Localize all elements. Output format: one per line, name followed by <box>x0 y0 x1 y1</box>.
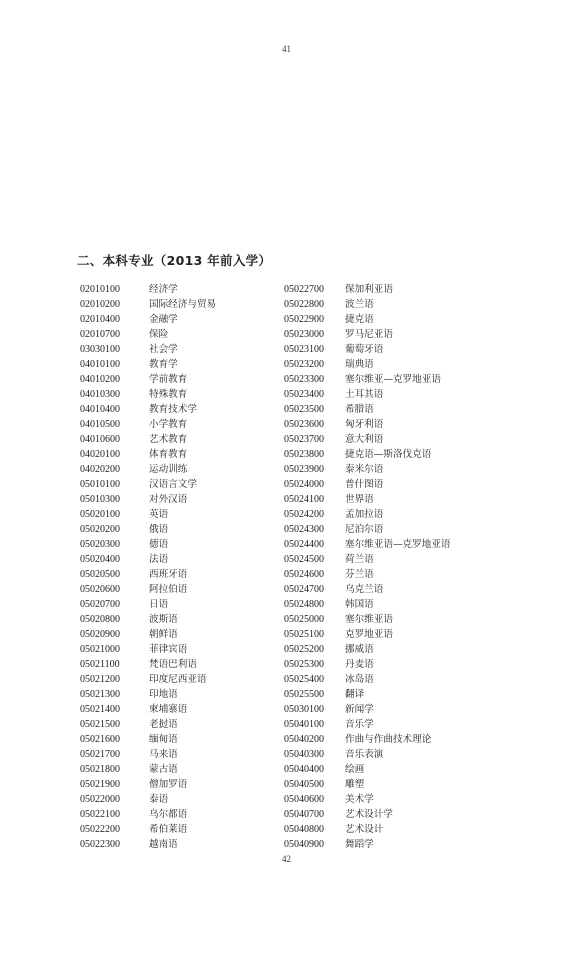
major-code: 05024500 <box>284 554 324 565</box>
major-code: 05023700 <box>284 434 324 445</box>
major-code: 05021300 <box>80 689 120 700</box>
major-name: 英语 <box>149 509 169 520</box>
major-code: 05023500 <box>284 404 324 415</box>
major-name: 意大利语 <box>345 434 384 445</box>
major-code: 05023200 <box>284 359 324 370</box>
major-name: 法语 <box>149 554 169 565</box>
major-code: 05025200 <box>284 644 324 655</box>
major-code: 05010100 <box>80 479 120 490</box>
major-code: 05022100 <box>80 809 120 820</box>
major-code: 05020200 <box>80 524 120 535</box>
major-code: 05024300 <box>284 524 324 535</box>
major-name: 蒙古语 <box>149 764 178 775</box>
major-code: 05022800 <box>284 299 324 310</box>
major-name: 乌尔都语 <box>149 809 188 820</box>
major-code: 05040300 <box>284 749 324 760</box>
major-name: 塞尔维亚语—克罗地亚语 <box>345 539 451 550</box>
major-name: 绘画 <box>345 764 365 775</box>
major-code: 05040800 <box>284 824 324 835</box>
major-name: 音乐学 <box>345 719 374 730</box>
major-code: 05023600 <box>284 419 324 430</box>
major-code: 05024100 <box>284 494 324 505</box>
major-name: 雕塑 <box>345 779 365 790</box>
major-code: 05022900 <box>284 314 324 325</box>
major-name: 音乐表演 <box>345 749 384 760</box>
major-name: 波兰语 <box>345 299 374 310</box>
major-code: 05024600 <box>284 569 324 580</box>
major-name: 社会学 <box>149 344 178 355</box>
major-code: 05021200 <box>80 674 120 685</box>
major-name: 特殊教育 <box>149 389 188 400</box>
major-code: 04010200 <box>80 374 120 385</box>
major-code: 05024800 <box>284 599 324 610</box>
major-name: 泰米尔语 <box>345 464 384 475</box>
major-name: 匈牙利语 <box>345 419 384 430</box>
major-name: 日语 <box>149 599 169 610</box>
major-code: 05021400 <box>80 704 120 715</box>
major-code: 05040100 <box>284 719 324 730</box>
major-name: 孟加拉语 <box>345 509 384 520</box>
major-code: 04020200 <box>80 464 120 475</box>
major-code: 04010300 <box>80 389 120 400</box>
major-code: 05021000 <box>80 644 120 655</box>
major-name: 韩国语 <box>345 599 374 610</box>
major-name: 教育技术学 <box>149 404 197 415</box>
major-name: 克罗地亚语 <box>345 629 393 640</box>
major-name: 美术学 <box>345 794 374 805</box>
major-name: 希腊语 <box>345 404 374 415</box>
major-code: 05023000 <box>284 329 324 340</box>
major-code: 02010700 <box>80 329 120 340</box>
major-name: 梵语巴利语 <box>149 659 197 670</box>
major-code: 05025000 <box>284 614 324 625</box>
major-name: 保险 <box>149 329 169 340</box>
major-name: 丹麦语 <box>345 659 374 670</box>
major-name: 越南语 <box>149 839 178 850</box>
major-code: 05010300 <box>80 494 120 505</box>
major-name: 乌克兰语 <box>345 584 384 595</box>
major-code: 05023300 <box>284 374 324 385</box>
major-name: 经济学 <box>149 284 178 295</box>
major-code: 04010600 <box>80 434 120 445</box>
major-name: 塞尔维亚—克罗地亚语 <box>345 374 441 385</box>
major-code: 05023900 <box>284 464 324 475</box>
major-name: 冰岛语 <box>345 674 374 685</box>
major-code: 05021500 <box>80 719 120 730</box>
major-name: 芬兰语 <box>345 569 374 580</box>
major-code: 05020600 <box>80 584 120 595</box>
major-code: 05024200 <box>284 509 324 520</box>
major-code: 05040400 <box>284 764 324 775</box>
major-code: 05025100 <box>284 629 324 640</box>
major-code: 05020800 <box>80 614 120 625</box>
major-name: 新闻学 <box>345 704 374 715</box>
major-name: 舞蹈学 <box>345 839 374 850</box>
major-code: 05023400 <box>284 389 324 400</box>
major-code: 05020300 <box>80 539 120 550</box>
major-code: 03030100 <box>80 344 120 355</box>
major-name: 保加利亚语 <box>345 284 393 295</box>
major-code: 05040500 <box>284 779 324 790</box>
major-name: 印地语 <box>149 689 178 700</box>
major-code: 05021100 <box>80 659 120 670</box>
major-name: 艺术教育 <box>149 434 188 445</box>
major-name: 西班牙语 <box>149 569 188 580</box>
major-code: 04010100 <box>80 359 120 370</box>
major-name: 瑞典语 <box>345 359 374 370</box>
major-code: 05022000 <box>80 794 120 805</box>
major-name: 荷兰语 <box>345 554 374 565</box>
major-name: 德语 <box>149 539 169 550</box>
major-code: 05020500 <box>80 569 120 580</box>
major-code: 05040700 <box>284 809 324 820</box>
major-name: 汉语言文学 <box>149 479 197 490</box>
major-code: 05020900 <box>80 629 120 640</box>
major-name: 希伯莱语 <box>149 824 188 835</box>
major-name: 印度尼西亚语 <box>149 674 207 685</box>
major-name: 作曲与作曲技术理论 <box>345 734 432 745</box>
major-name: 朝鲜语 <box>149 629 178 640</box>
major-code: 05021900 <box>80 779 120 790</box>
major-name: 塞尔维亚语 <box>345 614 393 625</box>
major-code: 02010200 <box>80 299 120 310</box>
major-code: 05024000 <box>284 479 324 490</box>
major-code: 05025500 <box>284 689 324 700</box>
major-name: 普什图语 <box>345 479 384 490</box>
major-name: 缅甸语 <box>149 734 178 745</box>
page-number-top: 41 <box>282 44 291 54</box>
major-name: 马来语 <box>149 749 178 760</box>
major-name: 艺术设计 <box>345 824 384 835</box>
major-code: 05020700 <box>80 599 120 610</box>
major-name: 阿拉伯语 <box>149 584 188 595</box>
major-code: 05021600 <box>80 734 120 745</box>
major-name: 金融学 <box>149 314 178 325</box>
major-name: 柬埔寨语 <box>149 704 188 715</box>
major-name: 罗马尼亚语 <box>345 329 393 340</box>
major-name: 教育学 <box>149 359 178 370</box>
major-code: 04010500 <box>80 419 120 430</box>
major-code: 02010400 <box>80 314 120 325</box>
major-name: 葡萄牙语 <box>345 344 384 355</box>
major-code: 05025400 <box>284 674 324 685</box>
major-name: 捷克语 <box>345 314 374 325</box>
major-name: 挪威语 <box>345 644 374 655</box>
major-name: 僧加罗语 <box>149 779 188 790</box>
major-code: 05040900 <box>284 839 324 850</box>
major-name: 运动训练 <box>149 464 188 475</box>
major-name: 捷克语—斯洛伐克语 <box>345 449 432 460</box>
major-name: 学前教育 <box>149 374 188 385</box>
major-code: 04020100 <box>80 449 120 460</box>
major-code: 05024700 <box>284 584 324 595</box>
major-code: 05020400 <box>80 554 120 565</box>
major-code: 05022700 <box>284 284 324 295</box>
major-name: 翻译 <box>345 689 365 700</box>
page-number-bottom: 42 <box>282 854 291 864</box>
major-name: 泰语 <box>149 794 169 805</box>
major-name: 体育教育 <box>149 449 188 460</box>
major-name: 土耳其语 <box>345 389 384 400</box>
major-name: 对外汉语 <box>149 494 188 505</box>
major-name: 老挝语 <box>149 719 178 730</box>
major-code: 05020100 <box>80 509 120 520</box>
major-code: 05022300 <box>80 839 120 850</box>
major-name: 世界语 <box>345 494 374 505</box>
major-code: 05023100 <box>284 344 324 355</box>
major-code: 05040600 <box>284 794 324 805</box>
major-code: 05025300 <box>284 659 324 670</box>
major-code: 05040200 <box>284 734 324 745</box>
major-code: 05023800 <box>284 449 324 460</box>
major-name: 俄语 <box>149 524 169 535</box>
major-name: 艺术设计学 <box>345 809 393 820</box>
major-code: 05021700 <box>80 749 120 760</box>
section-heading: 二、本科专业（2013 年前入学） <box>77 253 272 268</box>
major-code: 02010100 <box>80 284 120 295</box>
major-name: 菲律宾语 <box>149 644 188 655</box>
major-code: 05021800 <box>80 764 120 775</box>
major-name: 小学教育 <box>149 419 188 430</box>
major-name: 尼泊尔语 <box>345 524 384 535</box>
major-code: 04010400 <box>80 404 120 415</box>
major-name: 国际经济与贸易 <box>149 299 217 310</box>
major-name: 波斯语 <box>149 614 178 625</box>
major-code: 05022200 <box>80 824 120 835</box>
major-code: 05030100 <box>284 704 324 715</box>
major-code: 05024400 <box>284 539 324 550</box>
